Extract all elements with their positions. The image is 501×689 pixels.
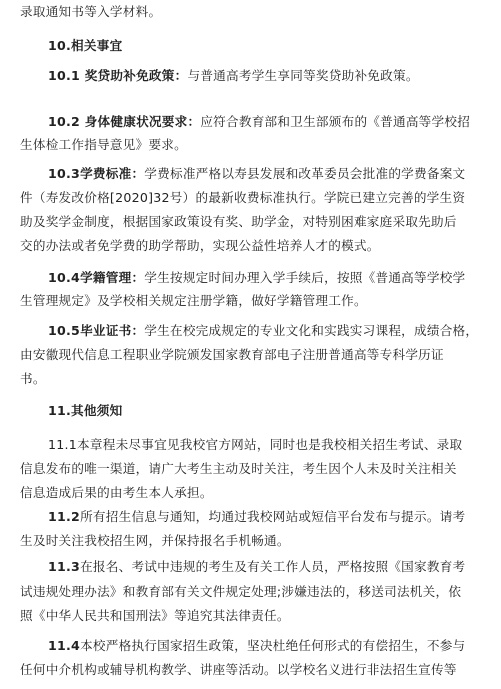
text-line: [20, 347, 444, 363]
heading-text: 10.相关事宜: [48, 38, 123, 53]
text-line: [48, 68, 419, 84]
section-heading: [48, 38, 122, 54]
text-line: [20, 485, 213, 501]
text-line: [20, 137, 187, 153]
heading-text: 11.其他须知: [48, 403, 123, 418]
text-run: 助及奖学金制度，根据国家政策设有奖、助学金，对特别困难家庭采取先助后: [20, 214, 457, 229]
text-run: 交的办法或者免学费的助学帮助，实现公益性培养人才的模式。: [20, 238, 380, 253]
item-number: 11.2: [48, 509, 81, 524]
text-run: 生管理规定》及学校相关规定注册学籍，做好学籍管理工作。: [20, 293, 367, 308]
text-run: 所有招生信息与通知，均通过我校网站或短信平台发布与提示。请考: [80, 509, 466, 524]
item-number: 11.3: [48, 559, 81, 574]
text-line: [20, 190, 465, 206]
text-line: [48, 270, 465, 286]
text-line: [20, 461, 457, 477]
text-line: [20, 533, 290, 549]
text-line: [20, 608, 290, 624]
subheading-text: 10.2 身体健康状况要求：: [48, 114, 201, 129]
subheading-text: 10.3学费标准：: [48, 166, 145, 181]
text-run: 照《中华人民共和国刑法》等追究其法律责任。: [20, 608, 290, 623]
text-run: 应符合教育部和卫生部颁布的《普通高等学校招: [200, 114, 471, 129]
text-run: 本校严格执行国家招生政策，坚决杜绝任何形式的有偿招生，不参与: [80, 638, 466, 653]
subheading-text: 10.1 奖贷助补免政策：: [48, 68, 188, 83]
text-line: [48, 114, 470, 130]
text-run: 11.1本章程未尽事宜见我校官方网站，同时也是我校相关招生考试、录取: [48, 437, 463, 452]
text-run: 录取通知书等入学材料。: [20, 4, 162, 19]
text-line: [48, 323, 478, 339]
text-run: 试违规处理办法》和教育部有关文件规定处理;涉嫌违法的，移送司法机关，依: [20, 584, 462, 599]
section-heading: [48, 403, 122, 419]
text-run: 由安徽现代信息工程职业学院颁发国家教育部电子注册普通高等专科学历证: [20, 347, 444, 362]
text-run: 生体检工作指导意见》要求。: [20, 137, 187, 152]
text-run: 件（寿发改价格[2020]32号）的最新收费标准执行。学院已建立完善的学生资: [20, 190, 466, 205]
text-run: 信息发布的唯一渠道，请广大考生主动及时关注，考生因个人未及时关注相关: [20, 461, 457, 476]
text-run: 在报名、考试中违规的考生及有关工作人员，严格按照《国家教育考: [80, 559, 466, 574]
text-line: [20, 662, 457, 678]
text-line: [48, 559, 465, 575]
text-line: [20, 584, 461, 600]
text-line: [48, 509, 465, 525]
text-line: [48, 166, 465, 182]
text-run: 信息造成后果的由考生本人承担。: [20, 485, 213, 500]
subheading-text: 10.4学籍管理：: [48, 270, 145, 285]
text-run: 与普通高考学生享同等奖贷助补免政策。: [187, 68, 419, 83]
text-run: 生及时关注我校招生网，并保持报名手机畅通。: [20, 533, 290, 548]
text-line: [20, 4, 161, 20]
text-line: [20, 293, 367, 309]
text-run: 书。: [20, 371, 46, 386]
text-line: [48, 437, 462, 453]
item-number: 11.4: [48, 638, 81, 653]
text-run: 学生在校完成规定的专业文化和实践实习课程，成绩合格，: [144, 323, 479, 338]
text-line: [20, 214, 457, 230]
text-run: 任何中介机构或辅导机构教学、讲座等活动。以学校名义进行非法招生宣传等: [20, 662, 457, 677]
subheading-text: 10.5毕业证书：: [48, 323, 145, 338]
text-line: [20, 238, 380, 254]
text-run: 学生按规定时间办理入学手续后，按照《普通高等学校学: [144, 270, 466, 285]
text-line: [20, 371, 46, 387]
text-line: [48, 638, 465, 654]
text-run: 学费标准严格以寿县发展和改革委员会批准的学费备案文: [144, 166, 466, 181]
